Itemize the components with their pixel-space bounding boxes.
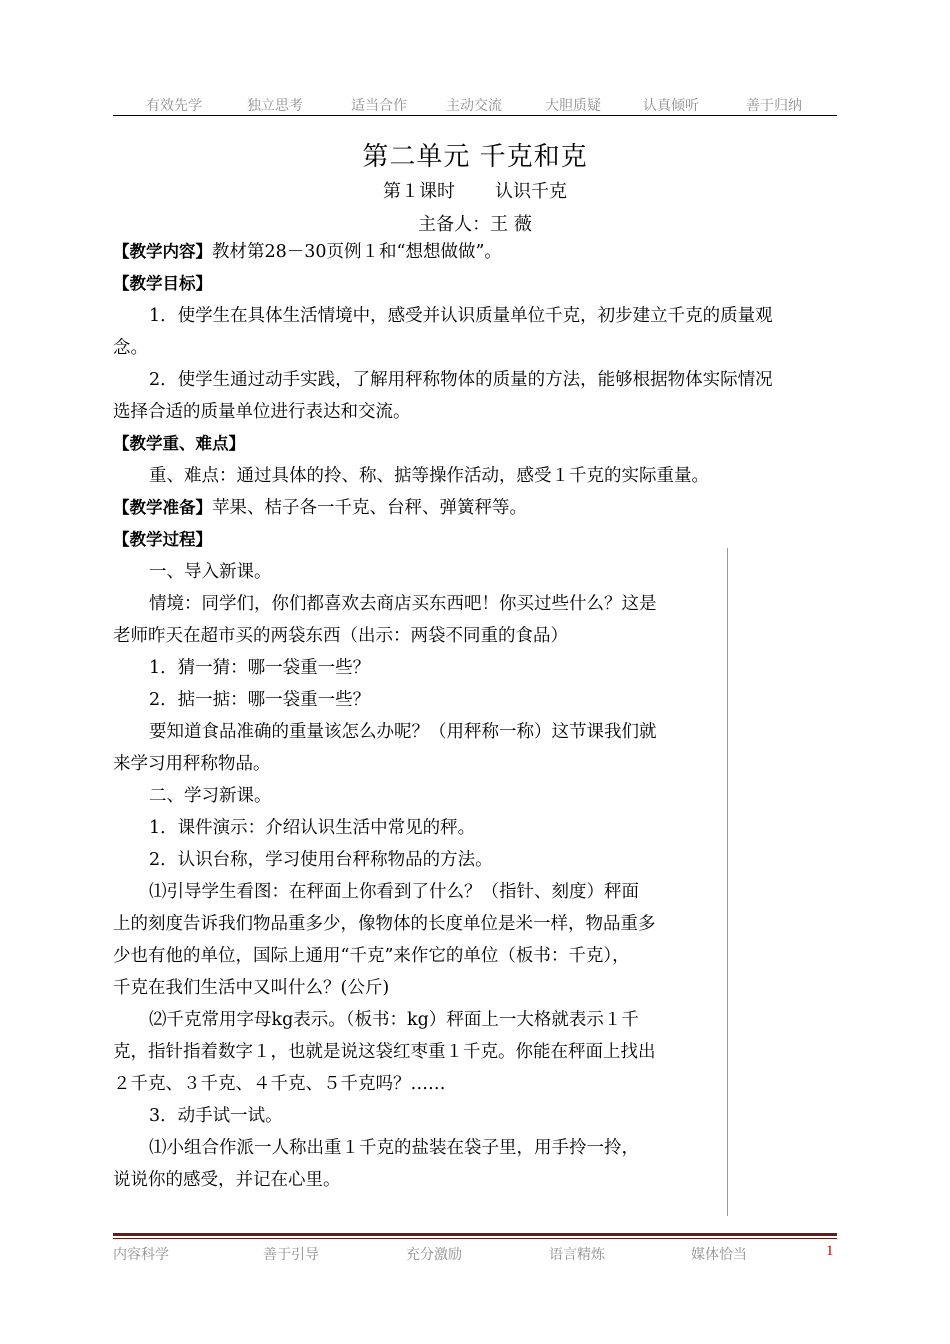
header-item: 认真倾听 (643, 98, 699, 114)
footer-item: 善于引导 (263, 1247, 319, 1263)
process-line: 老师昨天在超市买的两袋东西（出示：两袋不同重的食品） (113, 626, 568, 646)
paragraph-line: 重、难点：通过具体的拎、称、掂等操作活动，感受１千克的实际重量。 (149, 466, 709, 486)
section-text: 教材第28－30页例１和“想想做做”。 (212, 242, 502, 262)
header-item: 适当合作 (351, 98, 407, 114)
section-heading: 【教学过程】 (113, 530, 212, 549)
process-line: 3．动手试一试。 (149, 1106, 283, 1126)
paragraph-line: 1．使学生在具体生活情境中，感受并认识质量单位千克，初步建立千克的质量观 (149, 306, 773, 326)
process-line: 二、学习新课。 (149, 786, 272, 806)
header-item: 主动交流 (446, 98, 502, 114)
author-line: 主备人：王 薇 (418, 214, 532, 235)
header-item: 独立思考 (247, 98, 303, 114)
footer-item: 媒体恰当 (691, 1247, 747, 1263)
process-line: 克，指针指着数字１，也就是说这袋红枣重１千克。你能在秤面上找出 (113, 1042, 656, 1062)
process-line: ⑴引导学生看图：在秤面上你看到了什么？（指针、刻度）秤面 (149, 882, 639, 902)
header-divider (113, 115, 837, 116)
teaching-process (113, 556, 713, 1196)
section-heading: 【教学内容】 (113, 242, 212, 261)
process-line: 要知道食品准确的重量该怎么办呢？（用秤称一称）这节课我们就 (149, 722, 657, 742)
paragraph-line: 2．使学生通过动手实践，了解用秤称物体的质量的方法，能够根据物体实际情况 (149, 370, 773, 390)
teaching-prep (113, 492, 837, 524)
section-heading: 【教学目标】 (113, 274, 212, 293)
teaching-goals-heading (113, 268, 837, 300)
process-line: 说说你的感受，并记在心里。 (113, 1170, 341, 1190)
lesson-number: 第１课时 (383, 181, 455, 202)
page-number: 1 (826, 1243, 834, 1259)
process-line: 千克在我们生活中又叫什么？(公斤) (113, 978, 390, 998)
process-line: 1．猜一猜：哪一袋重一些？ (149, 658, 371, 678)
process-line: ２千克、３千克、４千克、５千克吗？…… (113, 1074, 446, 1094)
header-item: 善于归纳 (746, 98, 802, 114)
process-line: 少也有他的单位，国际上通用“千克”来作它的单位（板书：千克）， (113, 946, 630, 966)
process-line: ⑴小组合作派一人称出重１千克的盐装在袋子里，用手拎一拎， (149, 1138, 639, 1158)
header-item: 有效先学 (146, 98, 202, 114)
lesson-subtitle (0, 177, 950, 203)
paragraph-line: 念。 (113, 338, 148, 358)
process-line: ⑵千克常用字母kg表示。（板书：kg）秤面上一大格就表示１千 (149, 1010, 639, 1030)
process-line: 情境：同学们，你们都喜欢去商店买东西吧！你买过些什么？这是 (149, 594, 657, 614)
paragraph-line: 选择合适的质量单位进行表达和交流。 (113, 402, 411, 422)
process-line: 一、导入新课。 (149, 562, 272, 582)
page-title: 第二单元 千克和克 (362, 142, 588, 172)
process-line: 上的刻度告诉我们物品重多少，像物体的长度单位是米一样，物品重多 (113, 914, 656, 934)
section-text: 苹果、桔子各一千克、台秤、弹簧秤等。 (212, 498, 527, 518)
document-body (113, 236, 837, 556)
teaching-process-heading (113, 524, 837, 556)
footer-divider-thin (113, 1238, 837, 1239)
section-heading: 【教学准备】 (113, 498, 212, 517)
lesson-topic: 认识千克 (495, 181, 567, 202)
process-line: 来学习用秤称物品。 (113, 754, 271, 774)
header-item: 大胆质疑 (545, 98, 601, 114)
teaching-content (113, 236, 837, 268)
footer-item: 内容科学 (113, 1247, 169, 1263)
footer-divider (113, 1233, 837, 1236)
footer-item: 语言精炼 (549, 1247, 605, 1263)
process-line: 2．认识台称，学习使用台秤称物品的方法。 (149, 850, 493, 870)
page-header (113, 95, 837, 115)
key-points-heading (113, 428, 837, 460)
margin-rule (727, 548, 728, 1216)
process-line: 1．课件演示：介绍认识生活中常见的秤。 (149, 818, 476, 838)
section-heading: 【教学重、难点】 (113, 434, 245, 453)
footer-item: 充分激励 (406, 1247, 462, 1263)
process-line: 2．掂一掂：哪一袋重一些？ (149, 690, 371, 710)
